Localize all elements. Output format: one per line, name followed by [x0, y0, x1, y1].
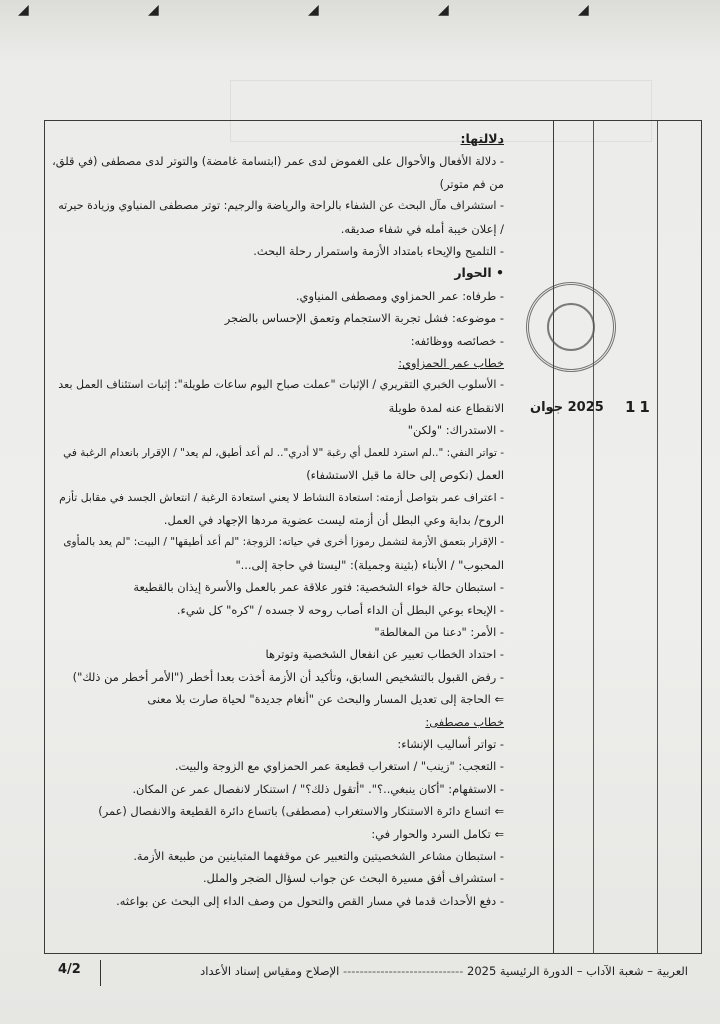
text-line: - رفض القبول بالتشخيص السابق، وتأكيد أن الأزمة أخذت بعدا أخطر ("الأمر أخطر من ذلك"): [72, 669, 504, 684]
section-heading: دلالتها:: [460, 131, 504, 146]
punch-mark: ◢: [308, 2, 319, 18]
text-line: الروح/ بداية وعي البطل أن أزمته ليست عضوية مردها الإجهاد في العمل.: [163, 512, 504, 527]
text-line: المحبوب" / الأبناء (بثينة وجميلة): "ليستا في حاجة إلى...": [235, 557, 504, 572]
text-line: - استبطان حالة خواء الشخصية: فتور علاقة عمر بالعمل والأسرة إيذان بالقطيعة: [133, 580, 504, 595]
text-line: ⇐ تكامل السرد والحوار في:: [371, 826, 504, 841]
grade-number: 11: [625, 398, 654, 416]
column-divider: [553, 121, 554, 953]
text-line: - طرفاه: عمر الحمزاوي ومصطفى المنياوي.: [295, 288, 504, 303]
text-line: - اعتراف عمر بتواصل أزمته: استعادة النشاط لا يعني استعادة الرغبة / انتعاش الجسد في مقابل تأزم: [59, 490, 504, 504]
column-divider: [593, 121, 594, 953]
punch-mark: ◢: [148, 2, 159, 18]
text-line: - التعجب: "زينب" / استغراب قطيعة عمر الحمزاوي مع الزوجة والبيت.: [174, 759, 504, 774]
text-line: - خصائصه ووظائفه:: [410, 333, 504, 348]
sub-heading: خطاب عمر الحمزاوي:: [398, 356, 504, 371]
text-line: ⇐ الحاجة إلى تعديل المسار والبحث عن "أنغام جديدة" لحياة صارت بلا معنى: [147, 692, 504, 707]
text-line: - الاستفهام: "أكان ينبغي..؟". "أتقول ذلك؟" / استنكار لانفصال عمر عن المكان.: [132, 781, 504, 796]
punch-mark: ◢: [578, 2, 589, 18]
text-line: - الإقرار بتعمق الأزمة لتشمل رموزا أخرى في حياته: الزوجة: "لم أعد أطيقها" / البيت: "لم يعد بالمأوى: [63, 536, 504, 549]
text-line: العمل (نكوص إلى حالة ما قبل الاستشفاء): [306, 468, 504, 483]
text-line: - موضوعه: فشل تجربة الاستجمام وتعمق الإحساس بالضجر: [224, 311, 504, 326]
text-line: - تواتر أساليب الإنشاء:: [397, 736, 504, 751]
text-line: - الاستدراك: "ولكن": [407, 423, 504, 438]
text-line: الانقطاع عنه لمدة طويلة: [388, 400, 504, 415]
punch-mark: ◢: [438, 2, 449, 18]
text-line: - التلميح والإيحاء بامتداد الأزمة واستمرار رحلة البحث.: [253, 244, 504, 259]
footer-text: العربية – شعبة الآداب – الدورة الرئيسية 2025 ----------------------------- الإصلاح ومقياس إسناد الأعداد: [200, 964, 688, 978]
text-line: - استبطان مشاعر الشخصيتين والتعبير عن موقفهما المتباينين من طبيعة الأزمة.: [133, 849, 504, 863]
text-line: - دلالة الأفعال والأحوال على الغموض لدى عمر (ابتسامة غامضة) والتوتر لدى مصطفى (في قلق،: [52, 154, 504, 169]
text-line: ⇐ اتساع دائرة الاستنكار والاستغراب (مصطفى) باتساع دائرة القطيعة والانفصال (عمر): [98, 804, 504, 819]
text-line: - الأمر: "دعنا من المغالطة": [374, 624, 504, 639]
text-line: - احتداد الخطاب تعبير عن انفعال الشخصية وتوترها: [265, 647, 504, 662]
footer-divider: [100, 960, 101, 986]
text-line: - استشراف مآل البحث عن الشفاء بالراحة والرياضة والرجيم: توتر مصطفى المنياوي وزيادة حيرته: [58, 199, 504, 213]
text-line: من فم متوتر): [439, 176, 504, 191]
text-line: - تواتر النفي: "..لم استرد للعمل أي رغبة "لا أدري".. لم أعد أطيق، لم يعد" / الإقرار بانعدام الرغبة في: [63, 446, 504, 459]
answer-content: [52, 128, 504, 948]
official-stamp: [526, 282, 616, 372]
text-line: - استشراف أفق مسيرة البحث عن جواب لسؤال الضجر والملل.: [202, 871, 504, 886]
text-line: - الأسلوب الخبري التقريري / الإثبات "عملت صباح اليوم ساعات طويلة": إثبات استئناف العمل بعد: [58, 378, 504, 392]
page-footer: [44, 960, 700, 990]
stamp-emblem: [547, 303, 595, 351]
section-heading: • الحوار: [454, 265, 504, 281]
sub-heading: خطاب مصطفى:: [425, 714, 504, 729]
page-number: 4/2: [58, 962, 81, 977]
column-divider: [657, 121, 658, 953]
text-line: - الإيحاء بوعي البطل أن الداء أصاب روحه لا جسده / "كره" كل شيء.: [176, 602, 504, 617]
text-line: / إعلان خيبة أمله في شفاء صديقه.: [340, 221, 504, 236]
punch-mark: ◢: [18, 2, 29, 18]
exam-date: 2025 جوان: [530, 400, 604, 415]
text-line: - دفع الأحداث قدما في مسار القص والتحول من وصف الداء إلى البحث عن بواعثه.: [116, 893, 504, 908]
